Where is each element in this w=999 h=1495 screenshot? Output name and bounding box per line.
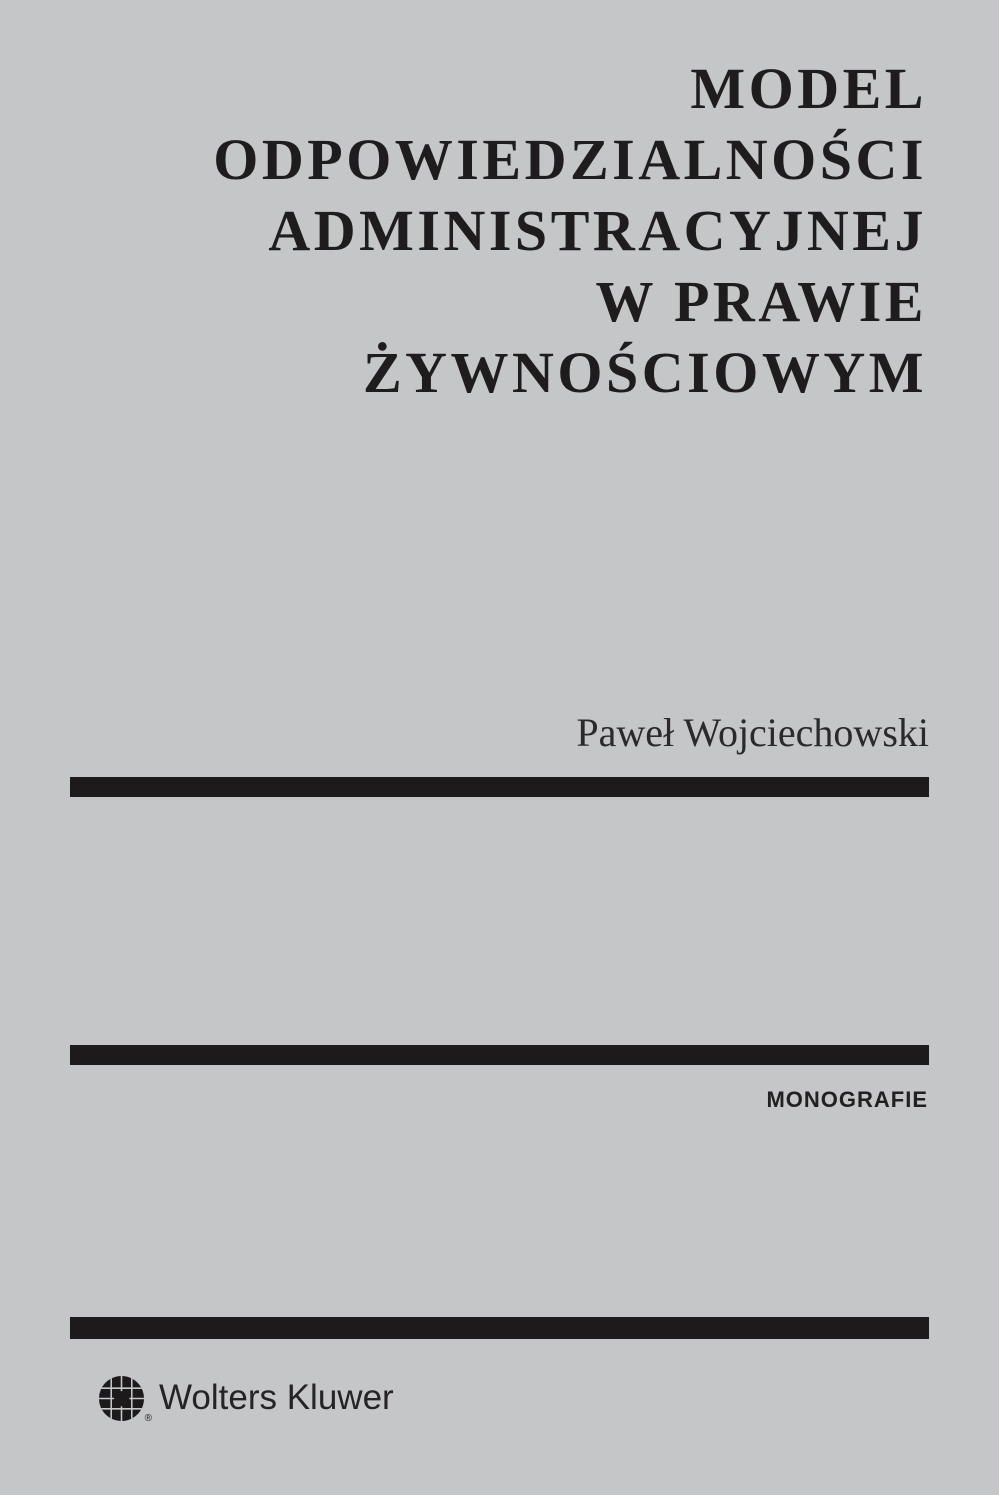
wolters-kluwer-globe-icon: [98, 1375, 152, 1424]
series-label: MONOGRAFIE: [766, 1087, 928, 1112]
publisher-name: Wolters Kluwer: [159, 1378, 394, 1417]
author-name: Paweł Wojciechowski: [576, 710, 929, 755]
title-line-5: ŻYWNOŚCIOWYM: [362, 340, 927, 405]
title-line-1: MODEL: [690, 56, 927, 121]
publisher-logo: [98, 1374, 394, 1422]
divider-bar-middle: [70, 1045, 929, 1065]
title-line-4: W PRAWIE: [595, 269, 927, 334]
book-title: [213, 53, 927, 408]
divider-bar-top: [70, 777, 929, 797]
title-line-2: ODPOWIEDZIALNOŚCI: [213, 127, 927, 192]
divider-bar-bottom: [70, 1317, 929, 1339]
registered-trademark: ®: [144, 1412, 152, 1424]
title-line-3: ADMINISTRACYJNEJ: [268, 198, 927, 263]
